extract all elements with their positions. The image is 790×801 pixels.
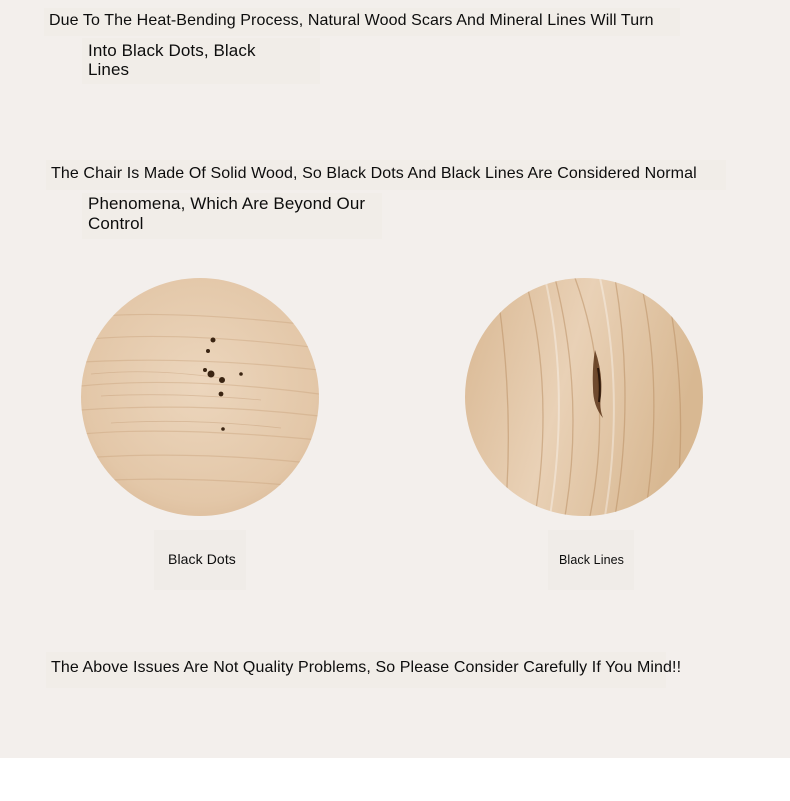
paragraph1-line3: Lines [88,60,130,79]
paragraph1-line1: Due To The Heat-Bending Process, Natural Wood Scars And Mineral Lines Will Turn [49,12,654,29]
paragraph2-line3: Control [88,214,144,233]
paragraph2-line1: The Chair Is Made Of Solid Wood, So Black Dots And Black Lines Are Considered Normal [51,165,697,182]
paragraph1-line2: Into Black Dots, Black [88,41,256,60]
paragraph2-line2: Phenomena, Which Are Beyond Our [88,194,366,213]
black-dots-sample-image [81,278,319,516]
black-dots-caption: Black Dots [168,551,236,567]
black-lines-sample-image [465,278,703,516]
black-lines-caption: Black Lines [559,553,625,567]
quality-notice: The Above Issues Are Not Quality Problems, So Please Consider Carefully If You Mind!! [51,659,682,676]
